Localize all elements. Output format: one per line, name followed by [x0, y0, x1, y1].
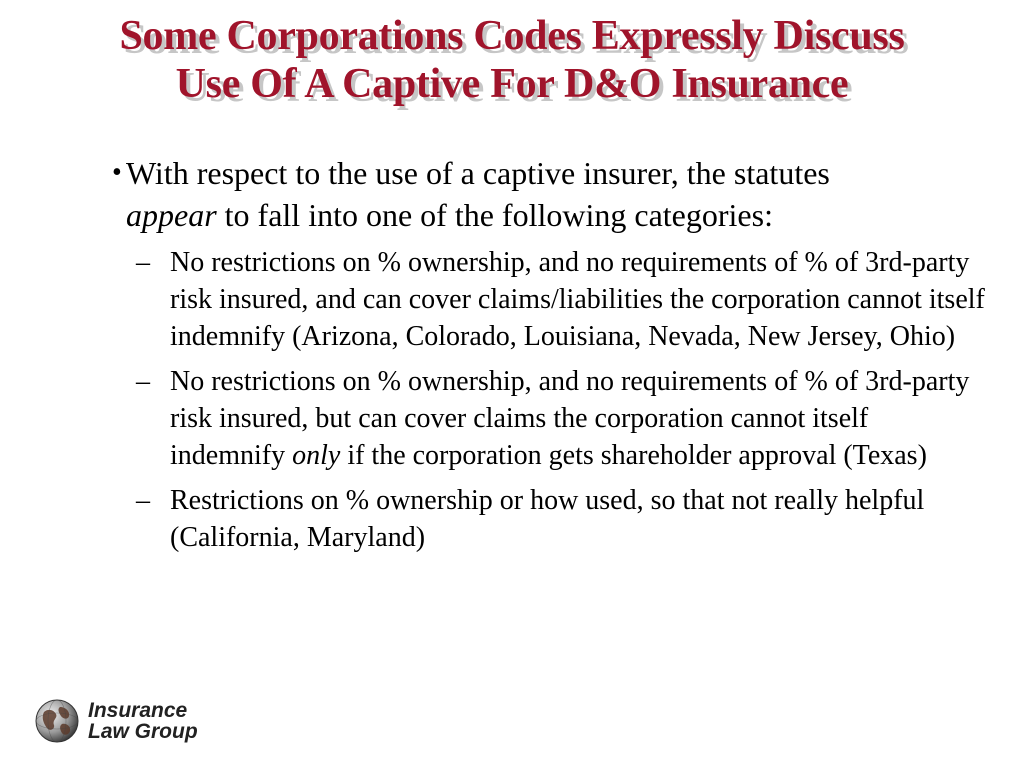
sub-bullet-1: [96, 244, 990, 355]
sub-bullet-2-text: [170, 366, 969, 471]
main-bullet: [96, 152, 996, 236]
sub-bullet-2: [96, 363, 990, 474]
sub-bullet-3: [96, 482, 990, 556]
logo-line-1: Insurance: [88, 699, 188, 722]
sub-bullet-2-emphasis: only: [292, 440, 341, 471]
sub-bullet-2-text-after: if the corporation gets shareholder approval (Texas): [340, 440, 927, 471]
sub-bullet-dash: –: [136, 247, 150, 278]
bullet-marker: •: [112, 157, 122, 188]
logo-text: [88, 700, 198, 742]
title-line-1: Some Corporations Codes Expressly Discuss: [119, 13, 905, 59]
title-line-2: Use Of A Captive For D&O Insurance: [175, 61, 849, 107]
sub-bullet-list: [96, 244, 996, 556]
sub-bullet-dash: –: [136, 485, 150, 516]
sub-bullet-dash: –: [136, 366, 150, 397]
sub-bullet-1-text: No restrictions on % ownership, and no requirements of % of 3rd-party risk insured, and can cover claims/liabilities the corporation cannot itself indemnify (Arizona, Colorado, Louisiana, Nevada, New Jersey, Ohio): [170, 247, 985, 352]
bullet-text-before: With respect to the use of a captive insurer, the statutes: [126, 155, 830, 191]
sub-bullet-2-text-before: No restrictions on % ownership, and no requirements of % of 3rd-party risk insured, but can cover claims the corporation cannot itself indemnify: [170, 366, 970, 471]
globe-icon: [34, 698, 80, 744]
insurance-law-group-logo: [34, 698, 254, 748]
bullet-emphasis: appear: [126, 197, 217, 233]
slide-title: [0, 12, 1024, 108]
sub-bullet-3-text: Restrictions on % ownership or how used, so that not really helpful (California, Maryland): [170, 485, 925, 553]
bullet-text-after: to fall into one of the following categories:: [216, 197, 773, 233]
slide-content: [96, 152, 996, 564]
main-bullet-text: [126, 152, 906, 236]
logo-line-2: Law Group: [88, 720, 198, 743]
